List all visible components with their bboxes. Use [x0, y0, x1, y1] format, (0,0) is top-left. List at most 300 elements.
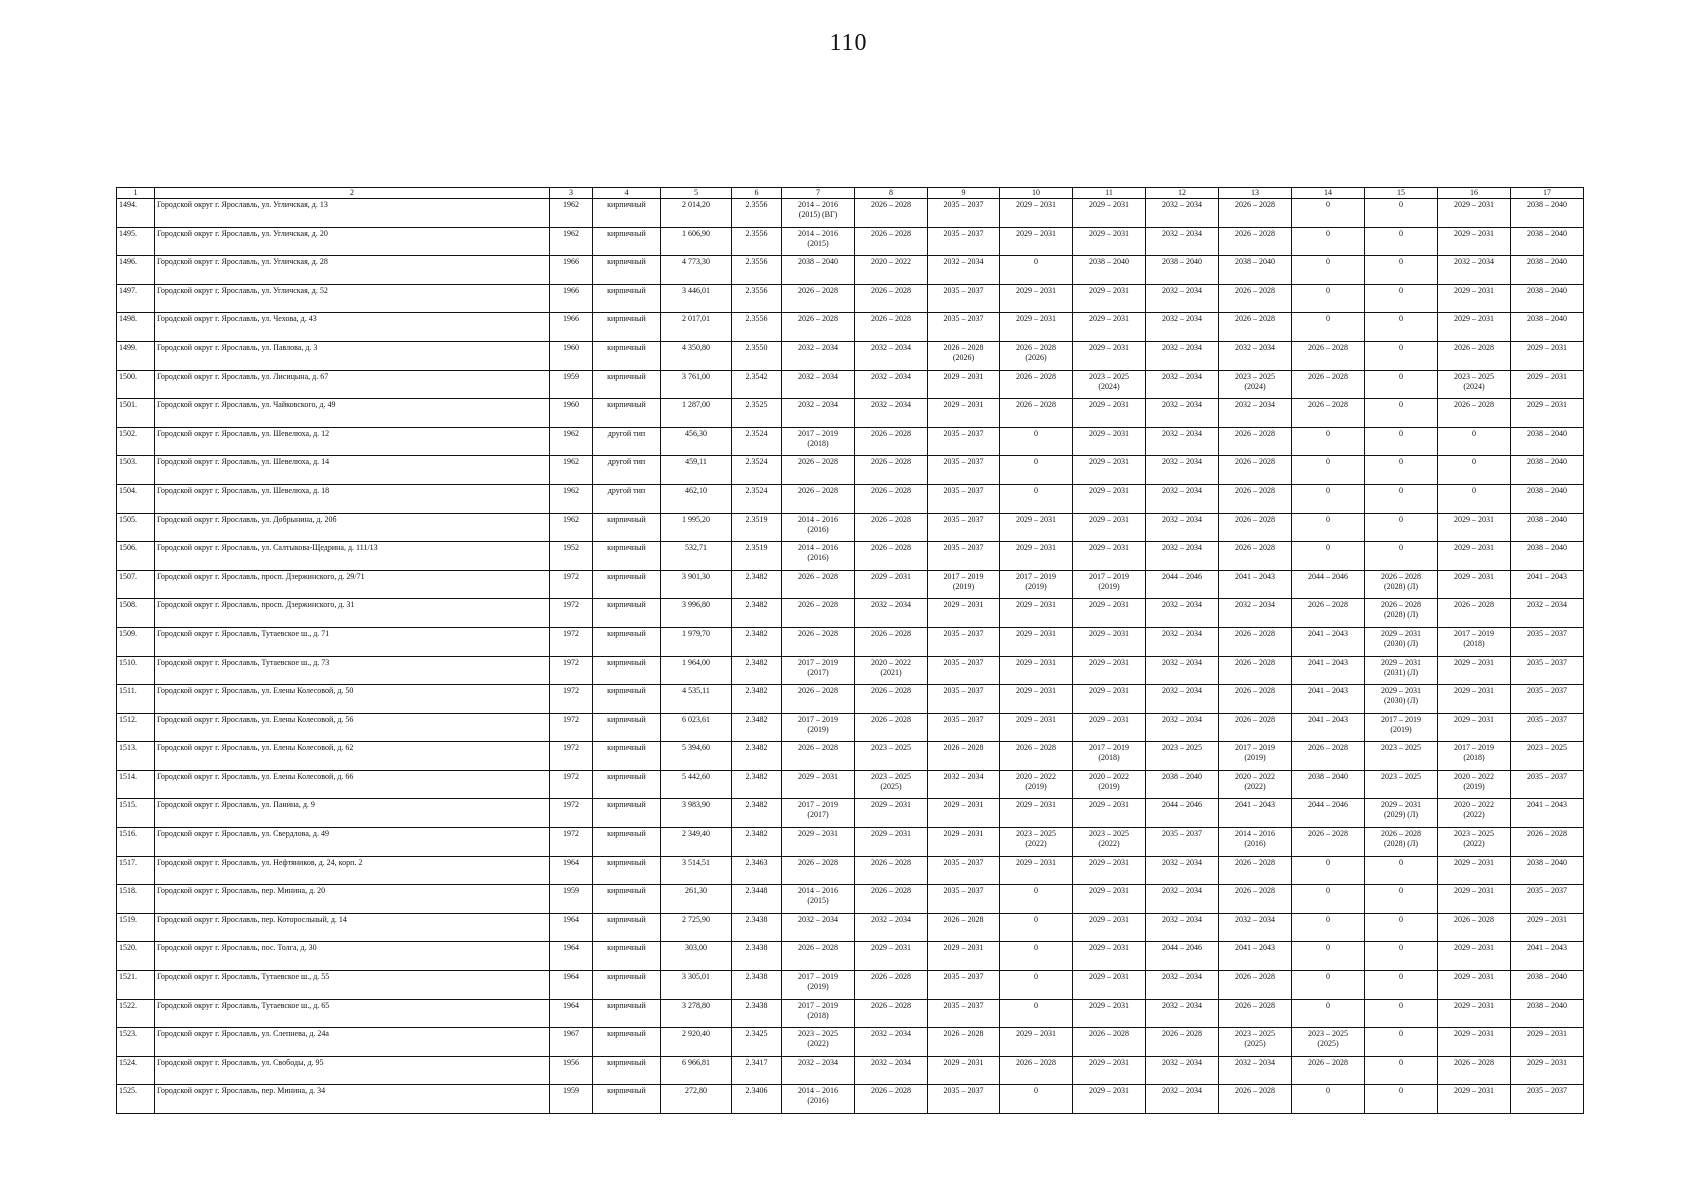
cell-period: 2026 – 2028	[943, 342, 984, 352]
cell-period-note: (2022)	[807, 1039, 829, 1049]
table-cell: 6 023,61	[661, 713, 732, 742]
table-cell: 3 983,90	[661, 799, 732, 828]
cell-period: 2017 – 2019	[1381, 714, 1421, 724]
table-cell: 2026 – 2028	[855, 427, 928, 456]
table-cell: 2038 – 2040	[1073, 256, 1146, 285]
table-cell: 2032 – 2034	[1146, 685, 1219, 714]
table-cell: 2026 – 2028	[1292, 742, 1365, 771]
table-cell: 2026 – 2028	[1219, 999, 1292, 1028]
table-cell: 0	[1365, 256, 1438, 285]
table-cell: 2026 – 2028	[1292, 399, 1365, 428]
table-cell: Городской округ г. Ярославль, пер. Минина, д. 34	[155, 1085, 550, 1114]
table-cell: 2029 – 2031	[1438, 856, 1511, 885]
table-cell: 1962	[550, 484, 593, 513]
table-cell: 1523.	[117, 1028, 155, 1057]
table-cell: 2032 – 2034	[855, 1028, 928, 1057]
table-cell: кирпичный	[593, 713, 661, 742]
table-cell: 2029 – 2031	[1511, 370, 1584, 399]
table-cell: Городской округ г. Ярославль, ул. Чехова, д. 43	[155, 313, 550, 342]
table-cell: 2.3482	[732, 656, 782, 685]
table-cell: 2026 – 2028	[1219, 199, 1292, 228]
table-cell: 2.3556	[732, 313, 782, 342]
column-number-header: 13	[1219, 188, 1292, 199]
table-cell	[855, 770, 928, 799]
table-cell: 0	[1365, 227, 1438, 256]
cell-period-note: (2022)	[1025, 839, 1047, 849]
cell-period: 2017 – 2019	[798, 1000, 838, 1010]
table-cell: 2.3556	[732, 284, 782, 313]
table-cell	[1365, 799, 1438, 828]
table-row	[117, 942, 1584, 971]
table-cell	[1000, 770, 1073, 799]
cell-period: 2017 – 2019	[798, 714, 838, 724]
table-cell: 1504.	[117, 484, 155, 513]
table-cell: 2029 – 2031	[1000, 313, 1073, 342]
table-cell: 1496.	[117, 256, 155, 285]
table-cell: 2026 – 2028	[1219, 227, 1292, 256]
table-cell: 3 305,01	[661, 971, 732, 1000]
table-cell: 2044 – 2046	[1292, 570, 1365, 599]
column-number-header-row	[117, 188, 1584, 199]
cell-period-note: (2016)	[807, 1096, 829, 1106]
table-cell: 1510.	[117, 656, 155, 685]
cell-period: 2017 – 2019	[1235, 743, 1275, 753]
table-cell: 1505.	[117, 513, 155, 542]
table-cell: 2020 – 2022	[855, 256, 928, 285]
table-cell: 1497.	[117, 284, 155, 313]
table-cell: 2026 – 2028	[928, 1028, 1000, 1057]
table-cell: 1513.	[117, 742, 155, 771]
table-cell: 2026 – 2028	[1219, 885, 1292, 914]
table-cell: 0	[1365, 542, 1438, 571]
cell-period-note: (2018)	[807, 1010, 829, 1020]
table-cell: 2026 – 2028	[782, 942, 855, 971]
table-cell: 2026 – 2028	[1438, 913, 1511, 942]
table-cell: 2044 – 2046	[1292, 799, 1365, 828]
table-cell: кирпичный	[593, 971, 661, 1000]
table-cell: 3 761,00	[661, 370, 732, 399]
table-cell: 2026 – 2028	[855, 542, 928, 571]
table-cell	[1292, 1028, 1365, 1057]
table-cell: 2035 – 2037	[928, 542, 1000, 571]
table-cell: 2029 – 2031	[1000, 856, 1073, 885]
table-cell: Городской округ г. Ярославль, ул. Шевелюха, д. 12	[155, 427, 550, 456]
table-cell: 2038 – 2040	[1511, 284, 1584, 313]
table-cell: 2026 – 2028	[855, 999, 928, 1028]
table-row	[117, 427, 1584, 456]
table-cell: 2038 – 2040	[1511, 456, 1584, 485]
table-cell: 1972	[550, 685, 593, 714]
table-cell: 1508.	[117, 599, 155, 628]
table-cell: 1972	[550, 828, 593, 857]
column-number-header: 2	[155, 188, 550, 199]
table-cell: 0	[1438, 456, 1511, 485]
table-cell: кирпичный	[593, 627, 661, 656]
table-cell: 2026 – 2028	[782, 313, 855, 342]
table-cell: Городской округ г. Ярославль, ул. Чайковского, д. 49	[155, 399, 550, 428]
cell-period: 2014 – 2016	[798, 1086, 838, 1096]
column-number-header: 6	[732, 188, 782, 199]
table-cell: 2 349,40	[661, 828, 732, 857]
cell-period: 2026 – 2028	[1381, 571, 1421, 581]
table-cell	[782, 656, 855, 685]
table-cell: Городской округ г. Ярославль, просп. Дзержинского, д. 31	[155, 599, 550, 628]
table-row	[117, 284, 1584, 313]
table-cell: 1964	[550, 942, 593, 971]
table-cell: 2032 – 2034	[1219, 399, 1292, 428]
table-cell	[1000, 341, 1073, 370]
table-cell: 2026 – 2028	[1000, 399, 1073, 428]
table-cell: кирпичный	[593, 1028, 661, 1057]
table-cell: 2.3519	[732, 513, 782, 542]
cell-period-note: (2028) (Л)	[1383, 839, 1419, 849]
table-cell: 2035 – 2037	[928, 971, 1000, 1000]
table-cell: 2029 – 2031	[928, 828, 1000, 857]
table-cell: 0	[1365, 1056, 1438, 1085]
table-cell: 1959	[550, 1085, 593, 1114]
table-cell: Городской округ г. Ярославль, Тутаевское ш., д. 71	[155, 627, 550, 656]
table-cell: 2026 – 2028	[1219, 427, 1292, 456]
table-cell: 2041 – 2043	[1219, 799, 1292, 828]
table-cell: 2032 – 2034	[1146, 313, 1219, 342]
table-cell: 2032 – 2034	[1146, 971, 1219, 1000]
table-cell: 0	[1365, 456, 1438, 485]
table-cell: 2038 – 2040	[1511, 513, 1584, 542]
table-cell: 2026 – 2028	[782, 570, 855, 599]
table-cell: 1 606,90	[661, 227, 732, 256]
cell-period-note: (2019)	[1244, 753, 1266, 763]
table-cell: 2032 – 2034	[1146, 227, 1219, 256]
cell-period-note: (2019)	[952, 581, 975, 591]
table-cell: кирпичный	[593, 885, 661, 914]
table-cell: 2035 – 2037	[928, 999, 1000, 1028]
table-cell	[1073, 370, 1146, 399]
cell-period-note: (2030) (Л)	[1383, 696, 1419, 706]
table-cell: 2026 – 2028	[1073, 1028, 1146, 1057]
table-cell: 1972	[550, 799, 593, 828]
table-cell: 2026 – 2028	[855, 284, 928, 313]
table-cell	[928, 570, 1000, 599]
table-cell: 1967	[550, 1028, 593, 1057]
table-cell: 2032 – 2034	[782, 1056, 855, 1085]
table-cell: 1509.	[117, 627, 155, 656]
table-cell: 2029 – 2031	[1000, 513, 1073, 542]
table-cell: 2029 – 2031	[1073, 599, 1146, 628]
table-cell: 2029 – 2031	[1073, 399, 1146, 428]
table-row	[117, 199, 1584, 228]
cell-period: 2029 – 2031	[1381, 686, 1421, 696]
table-cell: 1964	[550, 999, 593, 1028]
table-cell: 2029 – 2031	[1438, 1085, 1511, 1114]
cell-period: 2017 – 2019	[798, 972, 838, 982]
cell-period-note: (2015)	[807, 238, 829, 248]
table-cell: 2029 – 2031	[1073, 685, 1146, 714]
table-cell: 459,11	[661, 456, 732, 485]
cell-period: 2023 – 2025	[798, 1029, 838, 1039]
table-cell: 0	[1000, 942, 1073, 971]
cell-period-note: (2016)	[1244, 839, 1266, 849]
table-cell: 0	[1292, 999, 1365, 1028]
table-cell: 0	[1292, 542, 1365, 571]
cell-period: 2023 – 2025	[1308, 1029, 1348, 1039]
table-cell	[782, 513, 855, 542]
cell-period-note: (2028) (Л)	[1383, 610, 1419, 620]
table-cell: 2026 – 2028	[855, 1085, 928, 1114]
table-cell: 1972	[550, 656, 593, 685]
table-cell: 2026 – 2028	[1219, 456, 1292, 485]
table-cell: 2035 – 2037	[928, 656, 1000, 685]
table-cell: 2032 – 2034	[1146, 370, 1219, 399]
table-cell: 2029 – 2031	[1073, 856, 1146, 885]
table-cell: Городской округ г. Ярославль, ул. Елены Колесовой, д. 56	[155, 713, 550, 742]
table-cell: 2023 – 2025	[1365, 770, 1438, 799]
table-cell: 0	[1365, 1085, 1438, 1114]
cell-period-note: (2029) (Л)	[1383, 810, 1419, 820]
table-cell: 2.3524	[732, 484, 782, 513]
table-cell: 2.3525	[732, 399, 782, 428]
table-cell: 2029 – 2031	[1000, 227, 1073, 256]
table-row	[117, 828, 1584, 857]
table-cell: 0	[1365, 199, 1438, 228]
table-cell: 2032 – 2034	[855, 1056, 928, 1085]
table-cell: Городской округ г. Ярославль, ул. Шевелюха, д. 14	[155, 456, 550, 485]
table-cell: 2044 – 2046	[1146, 799, 1219, 828]
table-cell: Городской округ г. Ярославль, ул. Добрынина, д. 20б	[155, 513, 550, 542]
table-cell: 2035 – 2037	[928, 1085, 1000, 1114]
table-cell: 2026 – 2028	[1219, 713, 1292, 742]
table-cell: 2026 – 2028	[928, 913, 1000, 942]
table-cell: Городской округ г. Ярославль, ул. Салтыкова-Щедрина, д. 111/13	[155, 542, 550, 571]
table-cell: 2026 – 2028	[1292, 828, 1365, 857]
table-cell: 1962	[550, 199, 593, 228]
column-number-header: 1	[117, 188, 155, 199]
table-cell: 2029 – 2031	[1438, 570, 1511, 599]
table-row	[117, 999, 1584, 1028]
table-cell: 2023 – 2025	[1365, 742, 1438, 771]
table-cell: другой тип	[593, 427, 661, 456]
table-cell: Городской округ г. Ярославль, ул. Елены Колесовой, д. 66	[155, 770, 550, 799]
table-cell: 532,71	[661, 542, 732, 571]
table-cell: 2029 – 2031	[1073, 885, 1146, 914]
table-cell: 2026 – 2028	[1000, 1056, 1073, 1085]
table-cell: Городской округ г. Ярославль, Тутаевское ш., д. 73	[155, 656, 550, 685]
table-cell: 2032 – 2034	[855, 399, 928, 428]
table-cell: 1494.	[117, 199, 155, 228]
table-cell: 2029 – 2031	[855, 942, 928, 971]
table-cell	[928, 341, 1000, 370]
table-cell: 2038 – 2040	[1146, 770, 1219, 799]
table-cell: 1966	[550, 256, 593, 285]
table-cell: 2.3438	[732, 913, 782, 942]
table-cell	[1365, 713, 1438, 742]
table-cell	[1365, 570, 1438, 599]
table-cell: 2032 – 2034	[1146, 713, 1219, 742]
table-cell: 1525.	[117, 1085, 155, 1114]
table-cell: 2032 – 2034	[1146, 656, 1219, 685]
table-cell: 1960	[550, 399, 593, 428]
table-cell: 1499.	[117, 341, 155, 370]
cell-period: 2014 – 2016	[798, 543, 838, 553]
table-cell: 0	[1292, 456, 1365, 485]
table-cell: Городской округ г. Ярославль, ул. Угличская, д. 28	[155, 256, 550, 285]
table-cell: 2.3448	[732, 885, 782, 914]
table-cell: 0	[1000, 484, 1073, 513]
table-cell	[1438, 828, 1511, 857]
cell-period: 2017 – 2019	[1016, 571, 1056, 581]
table-cell: кирпичный	[593, 399, 661, 428]
cell-period-note: (2026)	[1025, 352, 1047, 362]
table-cell: 2026 – 2028	[855, 199, 928, 228]
table-cell: 2.3482	[732, 828, 782, 857]
table-cell: 2038 – 2040	[1511, 256, 1584, 285]
table-cell: 2038 – 2040	[1511, 199, 1584, 228]
table-row	[117, 913, 1584, 942]
table-cell: 2026 – 2028	[1219, 313, 1292, 342]
table-cell: 2029 – 2031	[1000, 599, 1073, 628]
table-cell: 2032 – 2034	[1219, 913, 1292, 942]
table-cell: 2029 – 2031	[1073, 999, 1146, 1028]
table-cell: 2032 – 2034	[1146, 456, 1219, 485]
table-cell: кирпичный	[593, 656, 661, 685]
table-cell	[1219, 370, 1292, 399]
table-cell: 272,80	[661, 1085, 732, 1114]
table-cell: кирпичный	[593, 284, 661, 313]
table-cell: 2026 – 2028	[1219, 971, 1292, 1000]
table-cell: 2023 – 2025	[855, 742, 928, 771]
cell-period-note: (2022)	[1463, 810, 1485, 820]
table-cell	[1438, 742, 1511, 771]
table-cell: кирпичный	[593, 828, 661, 857]
table-cell: 2029 – 2031	[1438, 656, 1511, 685]
cell-period-note: (2019)	[807, 724, 829, 734]
table-cell: 2026 – 2028	[855, 856, 928, 885]
table-cell: 2032 – 2034	[1146, 341, 1219, 370]
table-cell: 2029 – 2031	[1511, 399, 1584, 428]
table-cell: 2032 – 2034	[928, 256, 1000, 285]
table-cell: 2041 – 2043	[1219, 570, 1292, 599]
table-cell: 2029 – 2031	[1000, 713, 1073, 742]
table-row	[117, 399, 1584, 428]
table-cell: 2026 – 2028	[1292, 370, 1365, 399]
table-cell: кирпичный	[593, 999, 661, 1028]
table-cell	[782, 799, 855, 828]
table-cell: 1503.	[117, 456, 155, 485]
cell-period: 2023 – 2025	[1454, 371, 1494, 381]
table-cell: 0	[1000, 256, 1073, 285]
table-row	[117, 341, 1584, 370]
table-cell: 1956	[550, 1056, 593, 1085]
table-cell: 2035 – 2037	[1146, 828, 1219, 857]
table-cell: 2029 – 2031	[1073, 1056, 1146, 1085]
cell-period: 2020 – 2022	[1089, 771, 1129, 781]
table-row	[117, 256, 1584, 285]
cell-period-note: (2019)	[1098, 781, 1120, 791]
table-cell: 2041 – 2043	[1511, 570, 1584, 599]
table-cell: 2029 – 2031	[1073, 227, 1146, 256]
table-cell: 2.3556	[732, 227, 782, 256]
table-cell: 1962	[550, 227, 593, 256]
table-cell: 3 278,80	[661, 999, 732, 1028]
column-number-header: 9	[928, 188, 1000, 199]
table-cell	[1365, 828, 1438, 857]
table-row	[117, 713, 1584, 742]
column-number-header: 17	[1511, 188, 1584, 199]
table-cell: 1511.	[117, 685, 155, 714]
table-cell: 0	[1292, 284, 1365, 313]
table-cell: 2038 – 2040	[1511, 484, 1584, 513]
cell-period-note: (2019)	[1025, 781, 1047, 791]
column-number-header: 8	[855, 188, 928, 199]
table-cell: кирпичный	[593, 685, 661, 714]
table-cell: Городской округ г. Ярославль, ул. Панина, д. 9	[155, 799, 550, 828]
table-row	[117, 1056, 1584, 1085]
table-cell	[782, 885, 855, 914]
table-cell: 2029 – 2031	[1438, 713, 1511, 742]
table-cell: 3 446,01	[661, 284, 732, 313]
cell-period-note: (2025)	[1317, 1039, 1339, 1049]
table-cell: 0	[1292, 942, 1365, 971]
table-cell: 2032 – 2034	[1146, 1085, 1219, 1114]
table-cell: 2026 – 2028	[1292, 341, 1365, 370]
table-cell: 0	[1000, 913, 1073, 942]
cell-period: 2017 – 2019	[1089, 743, 1129, 753]
cell-period: 2017 – 2019	[798, 428, 838, 438]
table-cell: кирпичный	[593, 799, 661, 828]
table-cell: 2.3482	[732, 742, 782, 771]
table-cell	[1365, 685, 1438, 714]
cell-period: 2029 – 2031	[1381, 657, 1421, 667]
table-cell: 2 725,90	[661, 913, 732, 942]
table-cell: кирпичный	[593, 942, 661, 971]
column-number-header: 5	[661, 188, 732, 199]
table-cell: Городской округ г. Ярославль, ул. Елены Колесовой, д. 62	[155, 742, 550, 771]
table-cell: 2035 – 2037	[1511, 627, 1584, 656]
table-cell: 2032 – 2034	[1146, 199, 1219, 228]
table-cell: 0	[1292, 484, 1365, 513]
table-cell	[1073, 570, 1146, 599]
cell-period: 2023 – 2025	[1089, 371, 1129, 381]
table-cell: 2029 – 2031	[1438, 942, 1511, 971]
column-number-header: 14	[1292, 188, 1365, 199]
table-cell: 2038 – 2040	[1511, 971, 1584, 1000]
table-cell: Городской округ г. Ярославль, ул. Елены Колесовой, д. 50	[155, 685, 550, 714]
cell-period-note: (2015)	[807, 896, 829, 906]
table-cell: 2038 – 2040	[1146, 256, 1219, 285]
table-cell	[855, 656, 928, 685]
table-cell: 2032 – 2034	[1146, 856, 1219, 885]
housing-repair-schedule-table	[116, 187, 1584, 1114]
table-cell	[782, 227, 855, 256]
table-cell: 2032 – 2034	[1146, 284, 1219, 313]
table-cell	[1365, 656, 1438, 685]
table-cell: 2032 – 2034	[782, 341, 855, 370]
table-cell: 2035 – 2037	[928, 313, 1000, 342]
table-cell: 2029 – 2031	[1073, 713, 1146, 742]
table-cell: кирпичный	[593, 1056, 661, 1085]
table-cell: 2038 – 2040	[1511, 313, 1584, 342]
table-cell: 2029 – 2031	[1073, 942, 1146, 971]
table-cell: 2035 – 2037	[928, 885, 1000, 914]
table-cell: 2026 – 2028	[928, 742, 1000, 771]
table-cell: кирпичный	[593, 313, 661, 342]
table-cell: 2029 – 2031	[1511, 341, 1584, 370]
table-cell: 2035 – 2037	[928, 685, 1000, 714]
table-cell: 2.3438	[732, 971, 782, 1000]
table-cell: 2026 – 2028	[782, 856, 855, 885]
table-cell: 2032 – 2034	[928, 770, 1000, 799]
table-cell: 2035 – 2037	[928, 284, 1000, 313]
table-cell: 2026 – 2028	[782, 627, 855, 656]
